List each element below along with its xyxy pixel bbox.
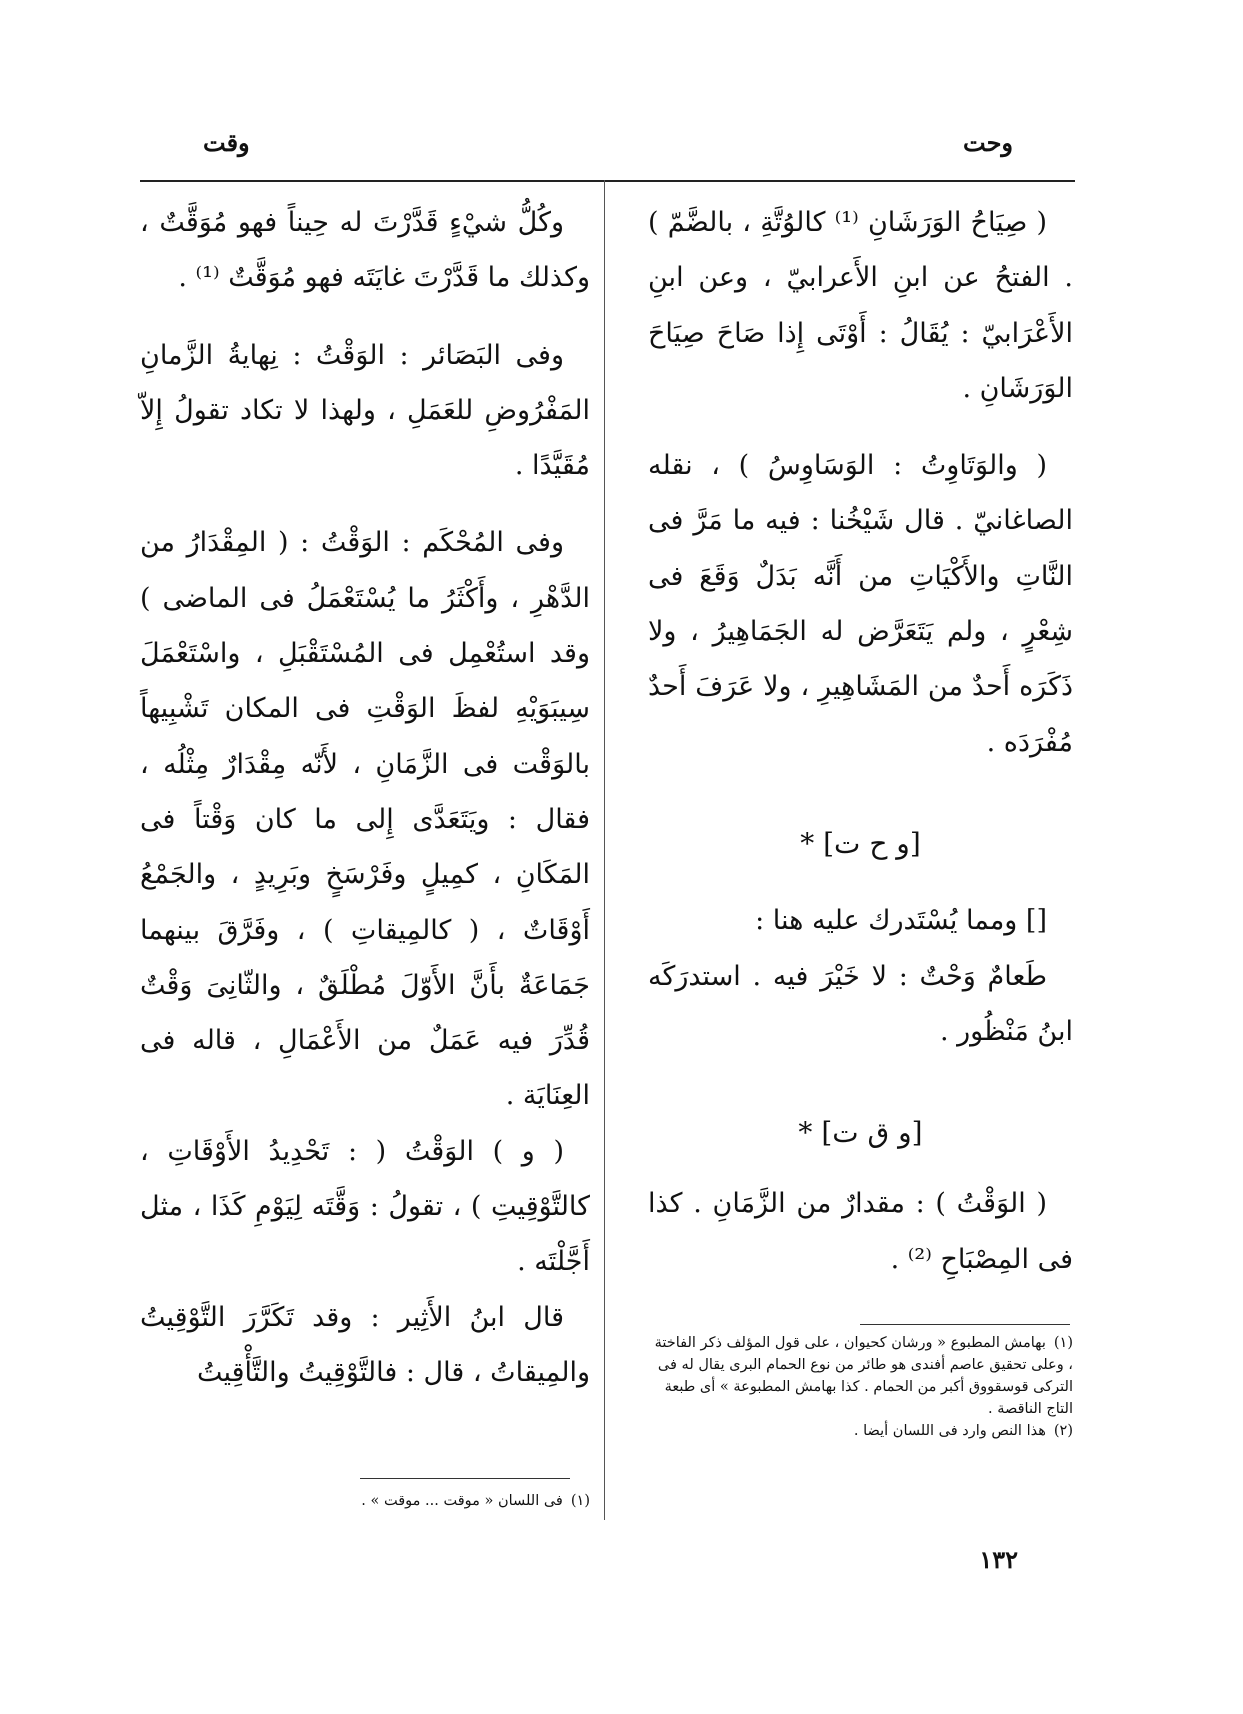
column-divider — [604, 180, 605, 1520]
footnote — [140, 1490, 590, 1512]
footnote-text: بهامش المطبوع « ورشان كحيوان ، على قول المؤلف ذكر الفاختة ، وعلى تحقيق عاصم أفندى هو طائر من نوع الحمام البرى يقال له فى التركى قوسقووق أكبر من الحمام . كذا بهامش المطبوعة » أى طبعة التاج الناقصة . — [654, 1335, 1073, 1417]
footnote-number: (١) — [1053, 1335, 1073, 1351]
paragraph: ( الوَقْتُ ) : مقدارٌ من الزَّمَانِ . كذا فى المِصْبَاحِ ⁽²⁾ . — [648, 1188, 1073, 1275]
footnote-text: فى اللسان « موقت ... موقت » . — [361, 1493, 563, 1509]
page-number: ١٣٢ — [979, 1545, 1018, 1574]
right-column — [648, 195, 1073, 1287]
paragraph: وكُلُّ شيْءٍ قَدَّرْتَ له حِيناً فهو مُوَقَّتٌ ، وكذلك ما قَدَّرْتَ غايَتَه فهو مُوَقَّتٌ ⁽¹⁾ . — [140, 207, 590, 294]
footnote-number: (٢) — [1053, 1423, 1073, 1439]
entry-heading-wqt: [و ق ت] * — [798, 1116, 923, 1150]
left-column — [140, 195, 590, 1400]
entry-heading-wht: [و ح ت] * — [800, 826, 921, 860]
footnotes-right — [648, 1332, 1073, 1442]
paragraph: ( و ) الوَقْتُ ( : تَحْدِيدُ الأَوْقَاتِ ، كالتَّوْقِيتِ ) ، تقولُ : وَقَّتَه لِيَوْمِ كَذَا ، مثل أَجَّلْتَه . — [140, 1135, 590, 1278]
paragraph: ( صِيَاحُ الوَرَشَانِ ⁽¹⁾ كالوُتَّةِ ، بالضَّمّ ) . الفتحُ عن ابنِ الأَعرابيّ ، وعن ابنِ الأَعْرَابيّ : يُقَالُ : أَوْتَى إِذا صَاحَ صِيَاحَ الوَرَشَانِ . — [648, 207, 1073, 404]
paragraph: وفى البَصَائر : الوَقْتُ : نِهايةُ الزَّمانِ المَفْرُوضِ للعَمَلِ ، ولهذا لا تكاد تقولُ إِلاّ مُقَيَّدًا . — [140, 339, 590, 482]
footnotes-left — [140, 1490, 590, 1512]
footnote-rule — [360, 1478, 570, 1479]
paragraph: ( والوَتَاوِتُ : الوَسَاوِسُ ) ، نقله الصاغانيّ . قال شَيْخُنا : فيه ما مَرَّ فى النَّاتِ والأَكْيَاتِ من أَنَّه بَدَلٌ وَقَعَ فى شِعْرٍ ، ولم يَتَعَرَّض له الجَمَاهِيرُ ، ولا ذَكَرَه أَحدٌ من المَشَاهِيرِ ، ولا عَرَفَ أَحدٌ مُفْرَدَه . — [648, 450, 1073, 758]
footnote-text: هذا النص وارد فى اللسان أيضا . — [853, 1423, 1046, 1439]
footnote — [648, 1420, 1073, 1442]
header-rule — [140, 180, 1075, 182]
paragraph: طَعامٌ وَحْتٌ : لا خَيْرَ فيه . استدرَكَه ابنُ مَنْظُور . — [648, 960, 1073, 1047]
paragraph: وفى المُحْكَم : الوَقْتُ : ( المِقْدَارُ من الدَّهْرِ ، وأَكْثَرُ ما يُسْتَعْمَلُ فى الماضى ) وقد استُعْمِل فى المُسْتَقْبَلِ ، واسْتَعْمَلَ سِيبَوَيْهِ لفظَ الوَقْتِ فى المكان تَشْبِيهاً بالوَقْت فى الزَّمَانِ ، لأَنّه مِقْدَارٌ مِثْلُه ، فقال : ويَتَعَدَّى إِلى ما كان وَقْتاً فى المَكَانِ ، كمِيلٍ وفَرْسَخٍ وبَرِيدٍ ، والجَمْعُ أَوْقَاتٌ ، ( كالمِيقاتِ ) ، وفَرَّقَ بينهما جَمَاعَةٌ بأَنَّ الأَوّلَ مُطْلَقٌ ، والثّانِىَ وَقْتٌ قُدِّرَ فيه عَمَلٌ من الأَعْمَالِ ، قاله فى العِنَايَة . — [140, 527, 590, 1112]
paragraph: قال ابنُ الأَثِير : وقد تَكَرَّرَ التَّوْقِيتُ والمِيقاتُ ، قال : فالتَّوْقِيتُ والتَّأْقِيتُ — [140, 1301, 590, 1388]
footnote — [648, 1332, 1073, 1420]
running-header-right: وحت — [963, 128, 1013, 157]
running-header-left: وقت — [203, 128, 250, 157]
footnote-rule — [860, 1324, 1070, 1325]
footnote-number: (١) — [570, 1493, 590, 1509]
paragraph: [] ومما يُسْتَدرك عليه هنا : — [755, 905, 1047, 937]
